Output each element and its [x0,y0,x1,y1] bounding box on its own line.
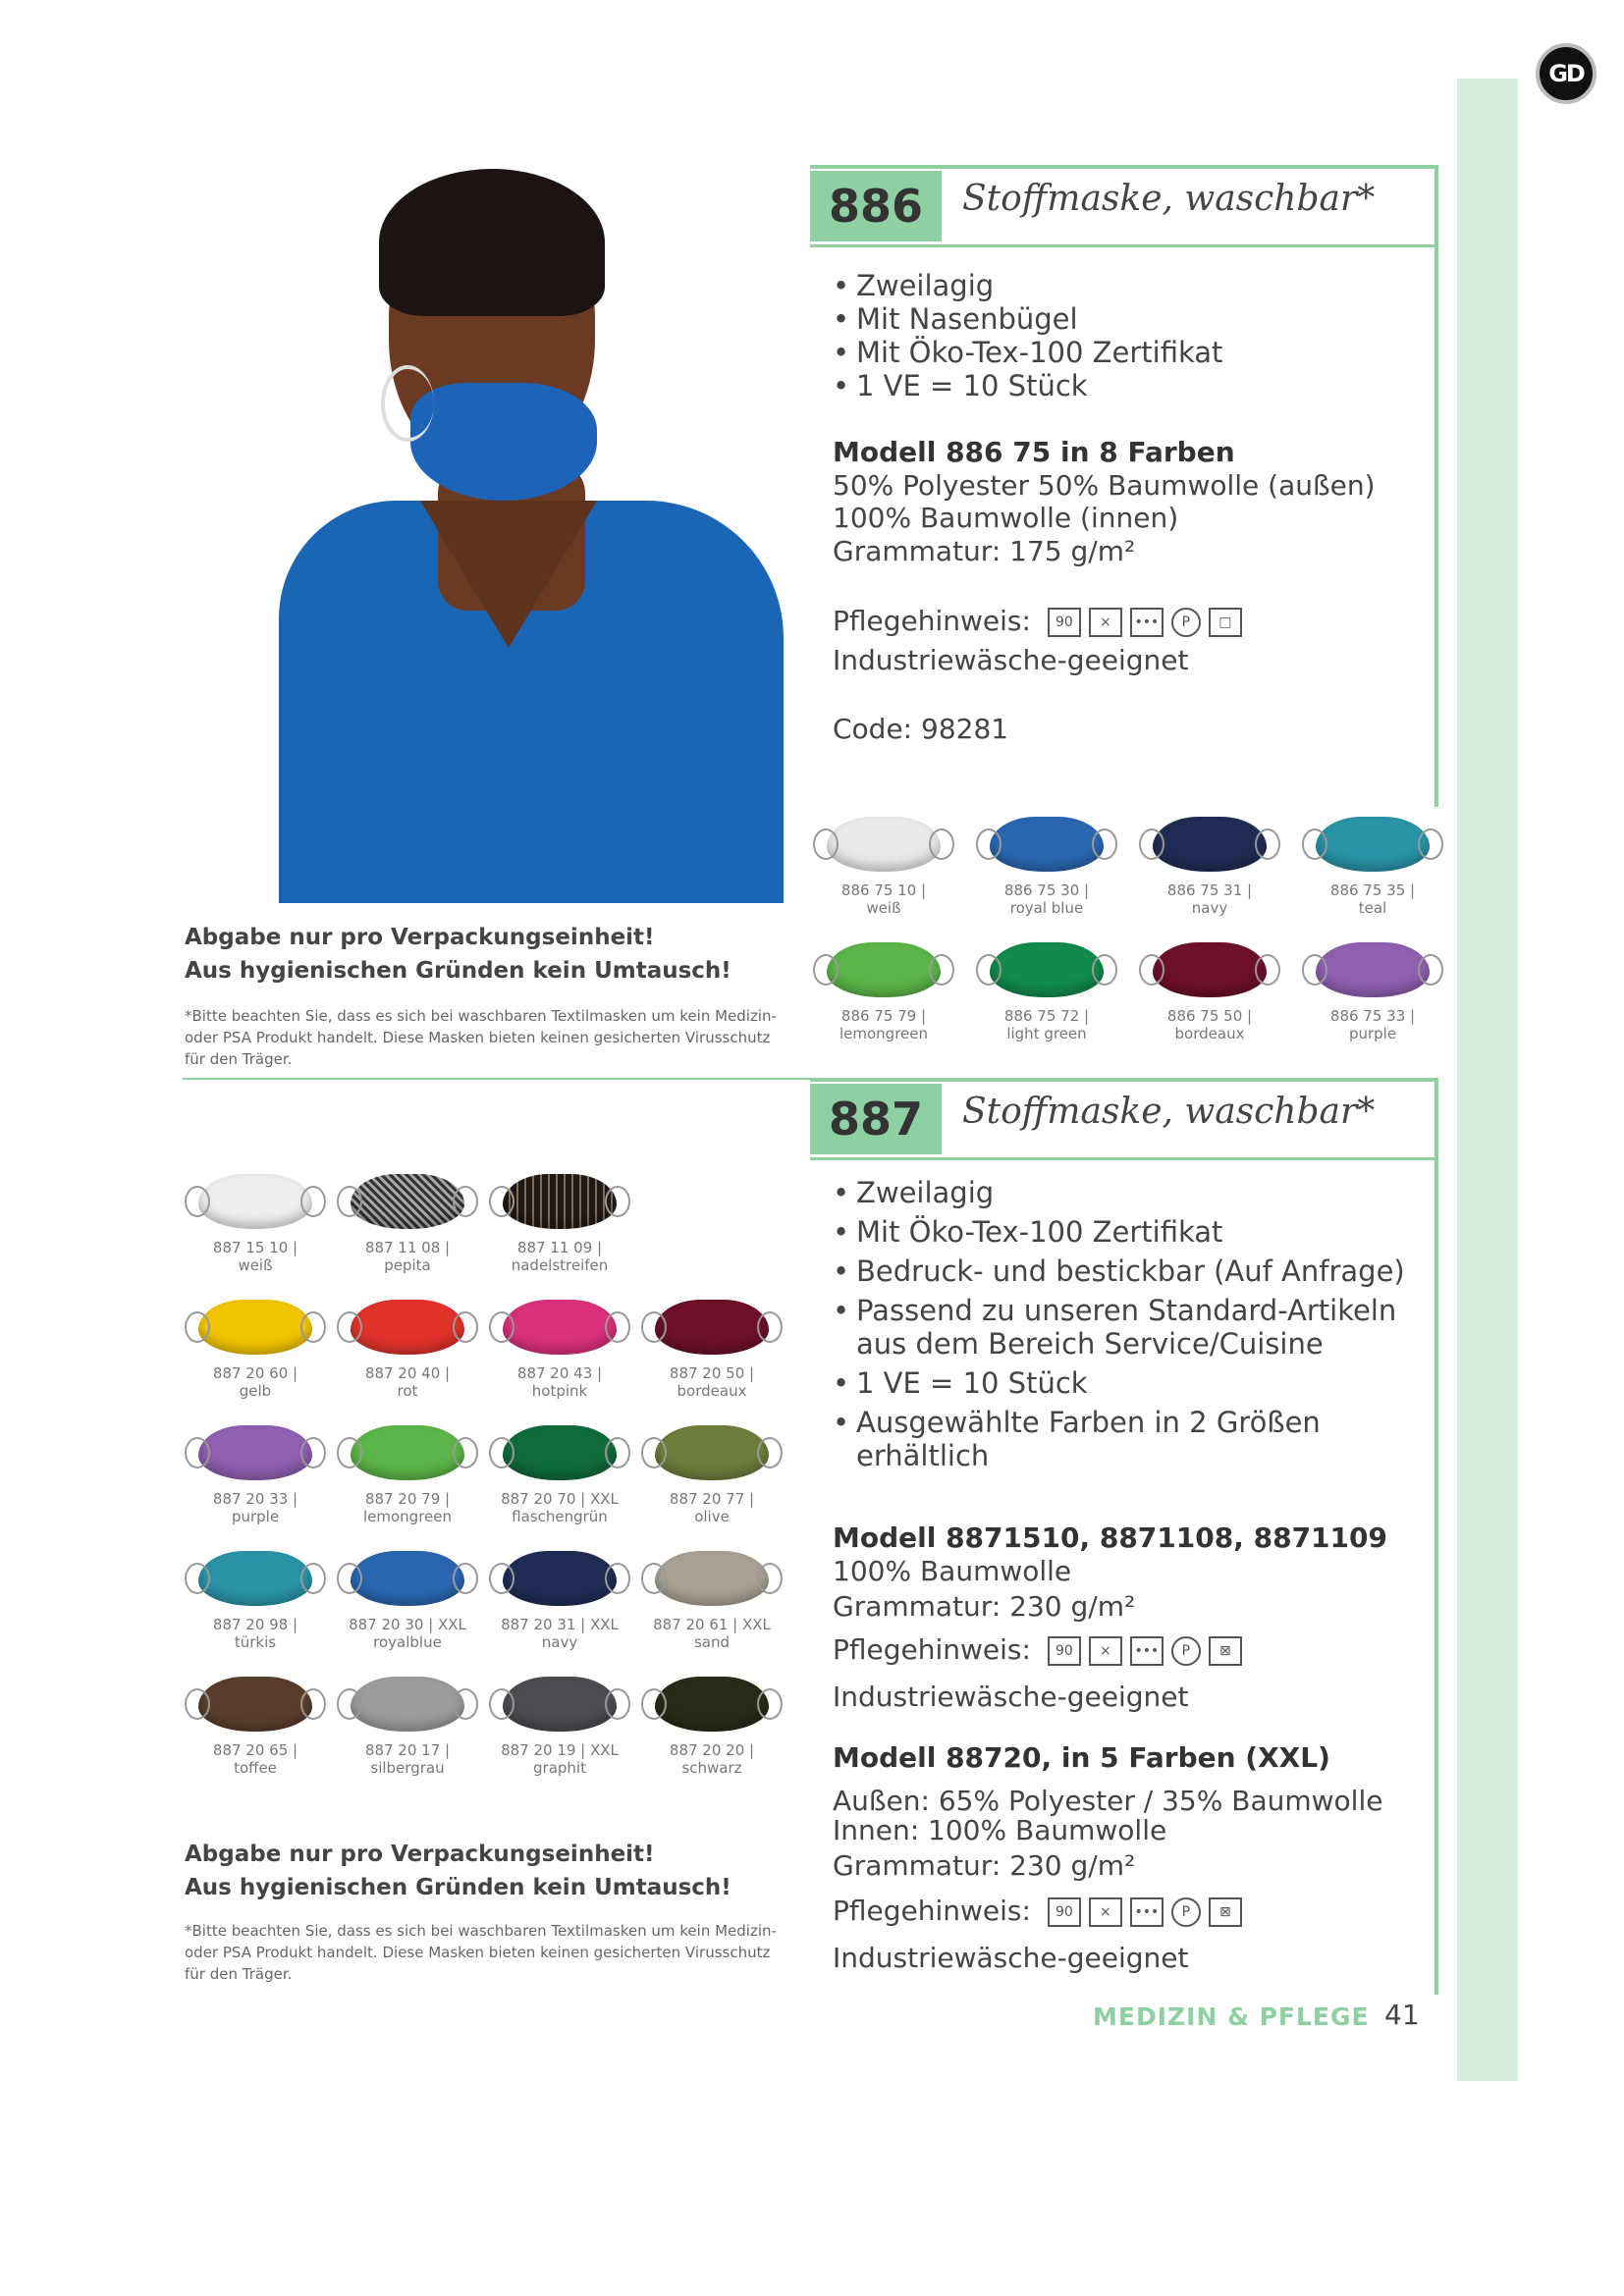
mask-swatch [655,1300,769,1355]
mask-swatch [503,1300,617,1355]
photo-vneck [420,501,597,648]
bullet: • Zweilagig [833,1176,1422,1209]
brand-logo: GD [1536,43,1597,104]
dry-clean-p-icon: P [1171,1636,1201,1666]
swatch-887-olive [643,1425,781,1525]
material-line: Grammatur: 230 g/m² [833,1590,1136,1623]
swatch-color: light green [1006,1025,1087,1042]
model-heading: Modell 886 75 in 8 Farben [833,436,1235,468]
swatch-code: 887 20 65 | [212,1741,298,1759]
care-row [833,1633,1242,1667]
swatch-color: schwarz [681,1759,742,1777]
no-bleach-icon: × [1089,1636,1122,1666]
iron-icon: ••• [1130,1897,1164,1927]
swatch-code: 887 20 61 | XXL [653,1616,771,1633]
bullet: • Passend zu unseren Standard-Artikeln aus dem Bereich Service/Cuisine [833,1294,1422,1361]
bullet: • 1 VE = 10 Stück [833,369,1222,402]
no-bleach-icon: × [1089,608,1122,637]
product-title: Stoffmaske, waschbar* [962,179,1376,219]
mask-swatch [351,1425,464,1480]
material-line: 100% Baumwolle (innen) [833,502,1179,534]
swatch-color: silbergrau [370,1759,445,1777]
swatch-887-rot [339,1300,476,1400]
swatch-color: lemongreen [839,1025,928,1042]
swatch-code: 887 20 20 | [669,1741,755,1759]
swatch-color: sand [693,1633,731,1651]
mask-swatch [1316,942,1430,997]
swatch-code: 887 20 33 | [212,1490,298,1508]
swatch-color: graphit [533,1759,586,1777]
mask-swatch [351,1551,464,1606]
bullet: • Zweilagig [833,269,1222,302]
swatch-886-light-green [978,942,1115,1042]
swatch-color: türkis [234,1633,277,1651]
swatch-886-teal [1304,817,1441,917]
industrial-note: Industriewäsche-geeignet [833,1681,1189,1713]
swatch-887-graphit [491,1677,628,1777]
swatch-code: 887 20 98 | [212,1616,298,1633]
care-row [833,1895,1242,1928]
footnote-887: *Bitte beachten Sie, dass es sich bei waschbaren Textilmasken um kein Medizin- oder PSA Produkt handelt. Diese Masken bieten keinen gesicherten Virusschutz für den Träger. [185,1922,777,1983]
right-rule-886 [1435,247,1438,807]
swatch-color: teal [1358,899,1387,917]
swatch-887-schwarz [643,1677,781,1777]
wash-90-icon: 90 [1048,608,1081,637]
swatch-code: 887 20 50 | [669,1364,755,1382]
iron-icon: ••• [1130,608,1164,637]
swatch-887-royalblue [339,1551,476,1651]
bullet: • Ausgewählte Farben in 2 Größen erhältlich [833,1406,1422,1472]
swatch-color: olive [694,1508,730,1525]
care-row [833,605,1242,638]
mask-swatch [351,1677,464,1732]
swatch-code: 887 20 19 | XXL [501,1741,619,1759]
mask-swatch [351,1174,464,1229]
photo-hair [379,169,605,316]
swatch-code: 886 75 72 | [1003,1007,1090,1025]
swatch-code: 887 20 70 | XXL [501,1490,619,1508]
swatch-886-purple [1304,942,1441,1042]
product-number: 887 [810,1084,942,1154]
swatch-887-flaschengruen [491,1425,628,1525]
notice-line: Aus hygienischen Gründen kein Umtausch! [185,1875,731,1900]
mask-swatch [503,1551,617,1606]
product-code: Code: 98281 [833,713,1009,745]
dry-clean-p-icon: P [1171,1897,1201,1927]
swatch-code: 886 75 30 | [1003,881,1090,899]
mask-swatch [198,1551,312,1606]
material-line: Innen: 100% Baumwolle [833,1814,1167,1846]
material-line: Außen: 65% Polyester / 35% Baumwolle [833,1785,1383,1817]
swatch-color: pepita [384,1256,431,1274]
industrial-note: Industriewäsche-geeignet [833,1942,1189,1974]
swatch-887-navy [491,1551,628,1651]
swatch-code: 887 20 60 | [212,1364,298,1382]
swatch-code: 887 11 09 | [516,1239,603,1256]
mask-swatch [503,1677,617,1732]
no-tumble-dry-icon: ⊠ [1209,1636,1242,1666]
swatch-code: 886 75 79 | [840,1007,927,1025]
mask-swatch [198,1677,312,1732]
mask-swatch [351,1300,464,1355]
mask-swatch [198,1300,312,1355]
swatch-887-pepita [339,1174,476,1274]
bullet: • Mit Öko-Tex-100 Zertifikat [833,336,1222,369]
page-number: 41 [1384,1999,1420,2031]
swatch-886-lemongreen [815,942,952,1042]
care-label: Pflegehinweis: [833,1895,1031,1927]
swatch-code: 886 75 10 | [840,881,927,899]
swatch-color: gelb [239,1382,272,1400]
swatch-887-sand [643,1551,781,1651]
swatch-886-weiss [815,817,952,917]
wash-90-icon: 90 [1048,1636,1081,1666]
swatch-code: 887 20 40 | [364,1364,451,1382]
notice-line: Abgabe nur pro Verpackungseinheit! [185,925,655,950]
mask-swatch [827,817,941,872]
care-icons [1048,1897,1242,1927]
footer-category: MEDIZIN & PFLEGE [1093,2002,1370,2031]
product-886-bullets [833,269,1222,402]
swatch-color: weiß [866,899,901,917]
mask-swatch [655,1551,769,1606]
mask-swatch [503,1174,617,1229]
mask-swatch [990,942,1104,997]
swatch-887-silbergrau [339,1677,476,1777]
right-rule-887 [1435,1160,1438,1995]
model-heading: Modell 8871510, 8871108, 8871109 [833,1522,1387,1554]
swatch-code: 886 75 50 | [1166,1007,1253,1025]
swatch-color: navy [1191,899,1228,917]
swatch-code: 887 20 30 | XXL [349,1616,466,1633]
photo-mask-strap [381,365,434,442]
material-line: Grammatur: 175 g/m² [833,535,1136,567]
swatch-886-royal-blue [978,817,1115,917]
mask-swatch [1153,942,1267,997]
material-line: Grammatur: 230 g/m² [833,1849,1136,1882]
swatch-887-weiss [187,1174,324,1274]
mask-swatch [990,817,1104,872]
product-number: 886 [810,171,942,241]
swatch-887-gelb [187,1300,324,1400]
swatch-color: nadelstreifen [511,1256,609,1274]
mask-swatch [198,1174,312,1229]
swatch-887-purple [187,1425,324,1525]
swatch-887-toffee [187,1677,324,1777]
side-band [1457,79,1518,2081]
product-photo [273,169,784,903]
wash-90-icon: 90 [1048,1897,1081,1927]
mask-swatch [198,1425,312,1480]
material-line: 100% Baumwolle [833,1555,1072,1587]
swatch-color: purple [1348,1025,1397,1042]
model2-heading: Modell 88720, in 5 Farben (XXL) [833,1741,1330,1774]
mask-swatch [827,942,941,997]
swatch-color: purple [231,1508,280,1525]
swatch-code: 887 15 10 | [212,1239,298,1256]
swatch-887-tuerkis [187,1551,324,1651]
swatch-color: rot [397,1382,418,1400]
swatch-code: 887 20 31 | XXL [501,1616,619,1633]
product-title: Stoffmaske, waschbar* [962,1092,1376,1132]
swatch-code: 886 75 33 | [1329,1007,1416,1025]
swatch-code: 887 20 17 | [364,1741,451,1759]
bullet: • Mit Nasenbügel [833,302,1222,336]
swatch-color: royalblue [373,1633,442,1651]
mask-swatch [655,1425,769,1480]
swatch-color: weiß [238,1256,273,1274]
bullet: • 1 VE = 10 Stück [833,1366,1422,1400]
product-886-header [810,165,1438,247]
mask-swatch [1153,817,1267,872]
swatch-887-hotpink [491,1300,628,1400]
mask-swatch [503,1425,617,1480]
notice-886 [185,921,731,988]
swatch-887-bordeaux [643,1300,781,1400]
bullet: • Bedruck- und bestickbar (Auf Anfrage) [833,1255,1422,1288]
product-887-header [810,1078,1438,1160]
industrial-note: Industriewäsche-geeignet [833,644,1189,676]
notice-line: Abgabe nur pro Verpackungseinheit! [185,1842,655,1867]
material-line: 50% Polyester 50% Baumwolle (außen) [833,469,1376,502]
notice-887 [185,1838,731,1904]
footnote-886: *Bitte beachten Sie, dass es sich bei waschbaren Textilmasken um kein Medizin- oder PSA Produkt handelt. Diese Masken bieten keinen gesicherten Virusschutz für den Träger. [185,1007,777,1068]
no-bleach-icon: × [1089,1897,1122,1927]
tumble-dry-icon: □ [1209,608,1242,637]
swatch-886-navy [1141,817,1278,917]
swatch-886-bordeaux [1141,942,1278,1042]
iron-icon: ••• [1130,1636,1164,1666]
mask-swatch [1316,817,1430,872]
swatch-color: toffee [234,1759,277,1777]
notice-line: Aus hygienischen Gründen kein Umtausch! [185,958,731,984]
swatch-code: 886 75 35 | [1329,881,1416,899]
swatch-code: 887 20 43 | [516,1364,603,1382]
swatch-color: hotpink [531,1382,588,1400]
swatch-color: flaschengrün [512,1508,608,1525]
care-label: Pflegehinweis: [833,1633,1031,1666]
no-tumble-dry-icon: ⊠ [1209,1897,1242,1927]
bullet: • Mit Öko-Tex-100 Zertifikat [833,1215,1422,1249]
care-label: Pflegehinweis: [833,605,1031,637]
swatch-887-nadelstreifen [491,1174,628,1274]
swatch-color: royal blue [1009,899,1084,917]
section-divider [183,1078,811,1080]
care-icons [1048,608,1242,637]
mask-swatch [655,1677,769,1732]
swatch-color: navy [541,1633,578,1651]
swatch-code: 887 11 08 | [364,1239,451,1256]
swatch-887-lemongreen [339,1425,476,1525]
swatch-color: bordeaux [677,1382,747,1400]
swatch-color: bordeaux [1174,1025,1245,1042]
swatch-code: 887 20 79 | [364,1490,451,1508]
swatch-color: lemongreen [362,1508,452,1525]
product-887-bullets [833,1176,1422,1472]
photo-facemask [410,383,597,501]
care-icons [1048,1636,1242,1666]
swatch-code: 886 75 31 | [1166,881,1253,899]
dry-clean-p-icon: P [1171,608,1201,637]
swatch-code: 887 20 77 | [669,1490,755,1508]
